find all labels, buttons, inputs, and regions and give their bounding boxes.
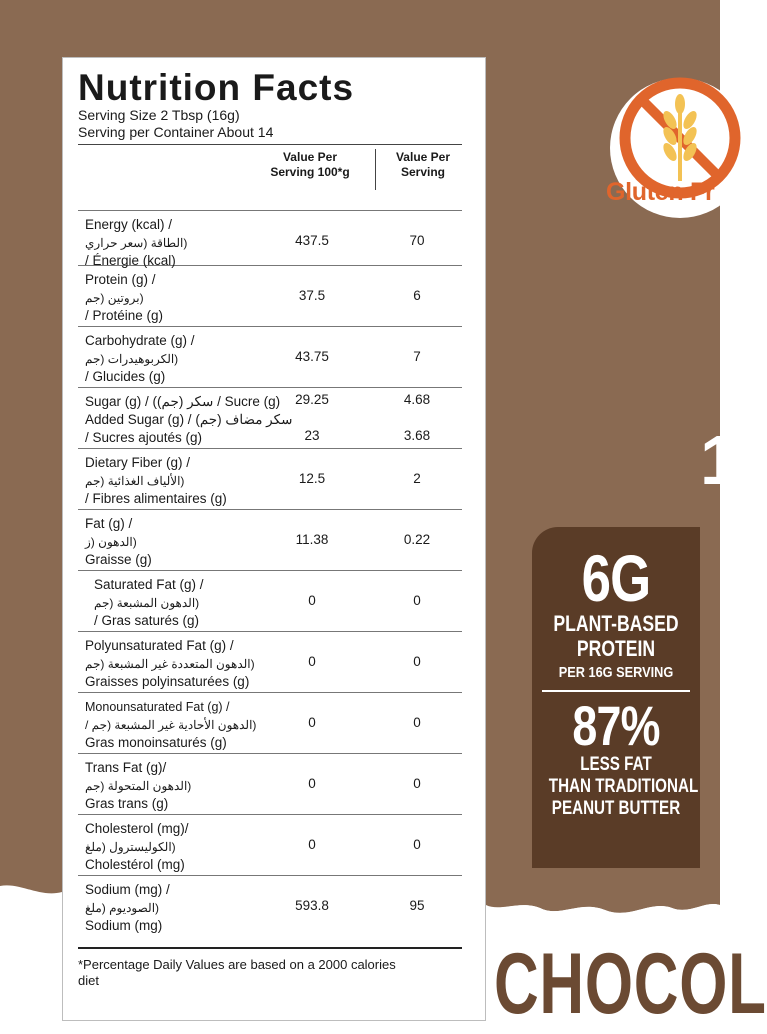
column-header-per-serving: Value Per Serving <box>395 150 451 179</box>
row-label-arabic: (الدهون المشبعة (جم <box>94 596 200 610</box>
row-label-arabic: (الكوليسترول (ملغ <box>85 840 176 854</box>
value-per-100: 0 <box>308 593 316 608</box>
row-label-french: / Énergie (kcal) <box>85 253 176 268</box>
row-label: Trans Fat (g)/ <box>85 760 167 775</box>
value-per-serving: 4.68 <box>403 392 431 407</box>
callout-divider <box>542 690 690 692</box>
row-label: Protein (g) / <box>85 272 156 287</box>
header-divider <box>78 144 462 145</box>
column-separator <box>375 149 376 190</box>
protein-line1: PLANT-BASED <box>553 611 679 636</box>
row-label-french: Sodium (mg) <box>85 918 163 933</box>
value-per-serving: 0 <box>413 654 421 669</box>
row-label-french: / Gras saturés (g) <box>94 613 200 628</box>
row-label: Sodium (mg) / <box>85 882 170 897</box>
row-label-arabic: (بروتين (جم <box>85 291 144 305</box>
row-label-arabic: (الدهون (ز <box>85 535 137 549</box>
column-headers <box>78 149 462 187</box>
flavor-name: CHOCOL <box>494 936 767 1032</box>
row-label-arabic: (الدهون المتحولة (جم <box>85 779 192 793</box>
row-label: Monounsaturated Fat (g) / <box>85 700 230 714</box>
fat-amount: 87% <box>572 694 660 757</box>
value-per-serving: 70 <box>409 233 425 248</box>
value-per-serving: 0.22 <box>403 532 431 547</box>
row-label-arabic: (الكربوهيدرات (جم <box>85 352 179 366</box>
value-per-100: 37.5 <box>298 288 326 303</box>
value-per-100: 593.8 <box>295 898 329 913</box>
fat-line2: THAN TRADITIONAL <box>548 776 699 797</box>
nutrient-row-protein <box>78 266 462 327</box>
row-label: Cholesterol (mg)/ <box>85 821 189 836</box>
nutrient-row-sugar <box>78 388 462 449</box>
nutrient-row-cholesterol <box>78 815 462 876</box>
row-label-french: / Sucres ajoutés (g) <box>85 430 203 445</box>
value-per-100: 0 <box>308 715 316 730</box>
gluten-free-label: Gluten Fr <box>606 178 715 206</box>
row-label: Saturated Fat (g) / <box>94 577 204 592</box>
row-label-french: Cholestérol (mg) <box>85 857 185 872</box>
value-per-100: 12.5 <box>298 471 326 486</box>
edge-numeral: 1 <box>700 421 739 499</box>
nutrient-row-sodium <box>78 876 462 937</box>
value-per-100: 0 <box>308 776 316 791</box>
added-sugar-per-serving: 3.68 <box>403 428 431 443</box>
row-label: Polyunsaturated Fat (g) / <box>85 638 234 653</box>
value-per-100: 11.38 <box>295 532 329 547</box>
value-per-serving: 2 <box>413 471 421 486</box>
row-label: Energy (kcal) / <box>85 217 173 232</box>
nutrient-row-polyunsaturated-fat <box>78 632 462 693</box>
value-per-serving: 0 <box>413 776 421 791</box>
column-header-per-100: Value Per Serving 100*g <box>270 150 350 179</box>
serving-size: Serving Size 2 Tbsp (16g) <box>78 107 240 123</box>
row-label-arabic: (الدهون المتعددة غير المشبعة (جم <box>85 657 255 671</box>
value-per-100: 437.5 <box>295 233 329 248</box>
row-label-arabic: (الدهون الأحادية غير المشبعة (جم / <box>85 718 257 732</box>
row-label-french: / Protéine (g) <box>85 308 164 323</box>
value-per-serving: 0 <box>413 593 421 608</box>
row-label-french: Gras trans (g) <box>85 796 169 811</box>
row-label-added-sugar: Added Sugar (g) / (سكر مضاف (جم <box>85 412 293 427</box>
value-per-100: 29.25 <box>295 392 329 407</box>
row-label: Fat (g) / <box>85 516 133 531</box>
row-label-french: Gras monoinsaturés (g) <box>85 735 227 750</box>
row-label: Sugar (g) / (سكر (جم) / Sucre (g) <box>85 394 281 409</box>
row-label-arabic: (الصوديوم (ملغ <box>85 901 160 915</box>
row-label-french: Graisse (g) <box>85 552 152 567</box>
value-per-serving: 7 <box>413 349 421 364</box>
nutrient-row-fiber <box>78 449 462 510</box>
protein-callout <box>532 527 700 868</box>
protein-line3: PER 16G SERVING <box>558 664 674 681</box>
footnote: *Percentage Daily Values are based on a 2000 calories diet <box>78 957 396 988</box>
nutrition-facts-panel <box>62 57 486 1021</box>
row-label: Carbohydrate (g) / <box>85 333 195 348</box>
servings-per-container: Serving per Container About 14 <box>78 124 274 140</box>
protein-line2: PROTEIN <box>576 636 656 661</box>
row-label-french: / Fibres alimentaires (g) <box>85 491 227 506</box>
row-label-french: / Glucides (g) <box>85 369 166 384</box>
row-label-arabic: (الألياف الغذائية (جم <box>85 474 185 488</box>
value-per-100: 0 <box>308 654 316 669</box>
fat-line1: LESS FAT <box>580 754 652 775</box>
value-per-100: 0 <box>308 837 316 852</box>
nutrient-row-monounsaturated-fat <box>78 693 462 754</box>
nutrition-title: Nutrition Facts <box>78 67 355 108</box>
protein-amount: 6G <box>581 541 651 615</box>
nutrient-row-energy <box>78 211 462 266</box>
nutrient-table <box>78 210 462 937</box>
nutrient-row-saturated-fat <box>78 571 462 632</box>
fat-line3: PEANUT BUTTER <box>551 798 681 819</box>
value-per-serving: 0 <box>413 837 421 852</box>
value-per-serving: 95 <box>409 898 425 913</box>
row-label-french: Graisses polyinsaturées (g) <box>85 674 250 689</box>
value-per-serving: 0 <box>413 715 421 730</box>
row-label-arabic: (الطاقة (سعر حراري <box>85 236 188 250</box>
row-label: Dietary Fiber (g) / <box>85 455 191 470</box>
nutrient-row-carbohydrate <box>78 327 462 388</box>
footer-divider <box>78 947 462 949</box>
value-per-100: 43.75 <box>295 349 329 364</box>
value-per-serving: 6 <box>413 288 421 303</box>
added-sugar-per-100: 23 <box>304 428 320 443</box>
nutrient-row-trans-fat <box>78 754 462 815</box>
nutrient-row-fat <box>78 510 462 571</box>
